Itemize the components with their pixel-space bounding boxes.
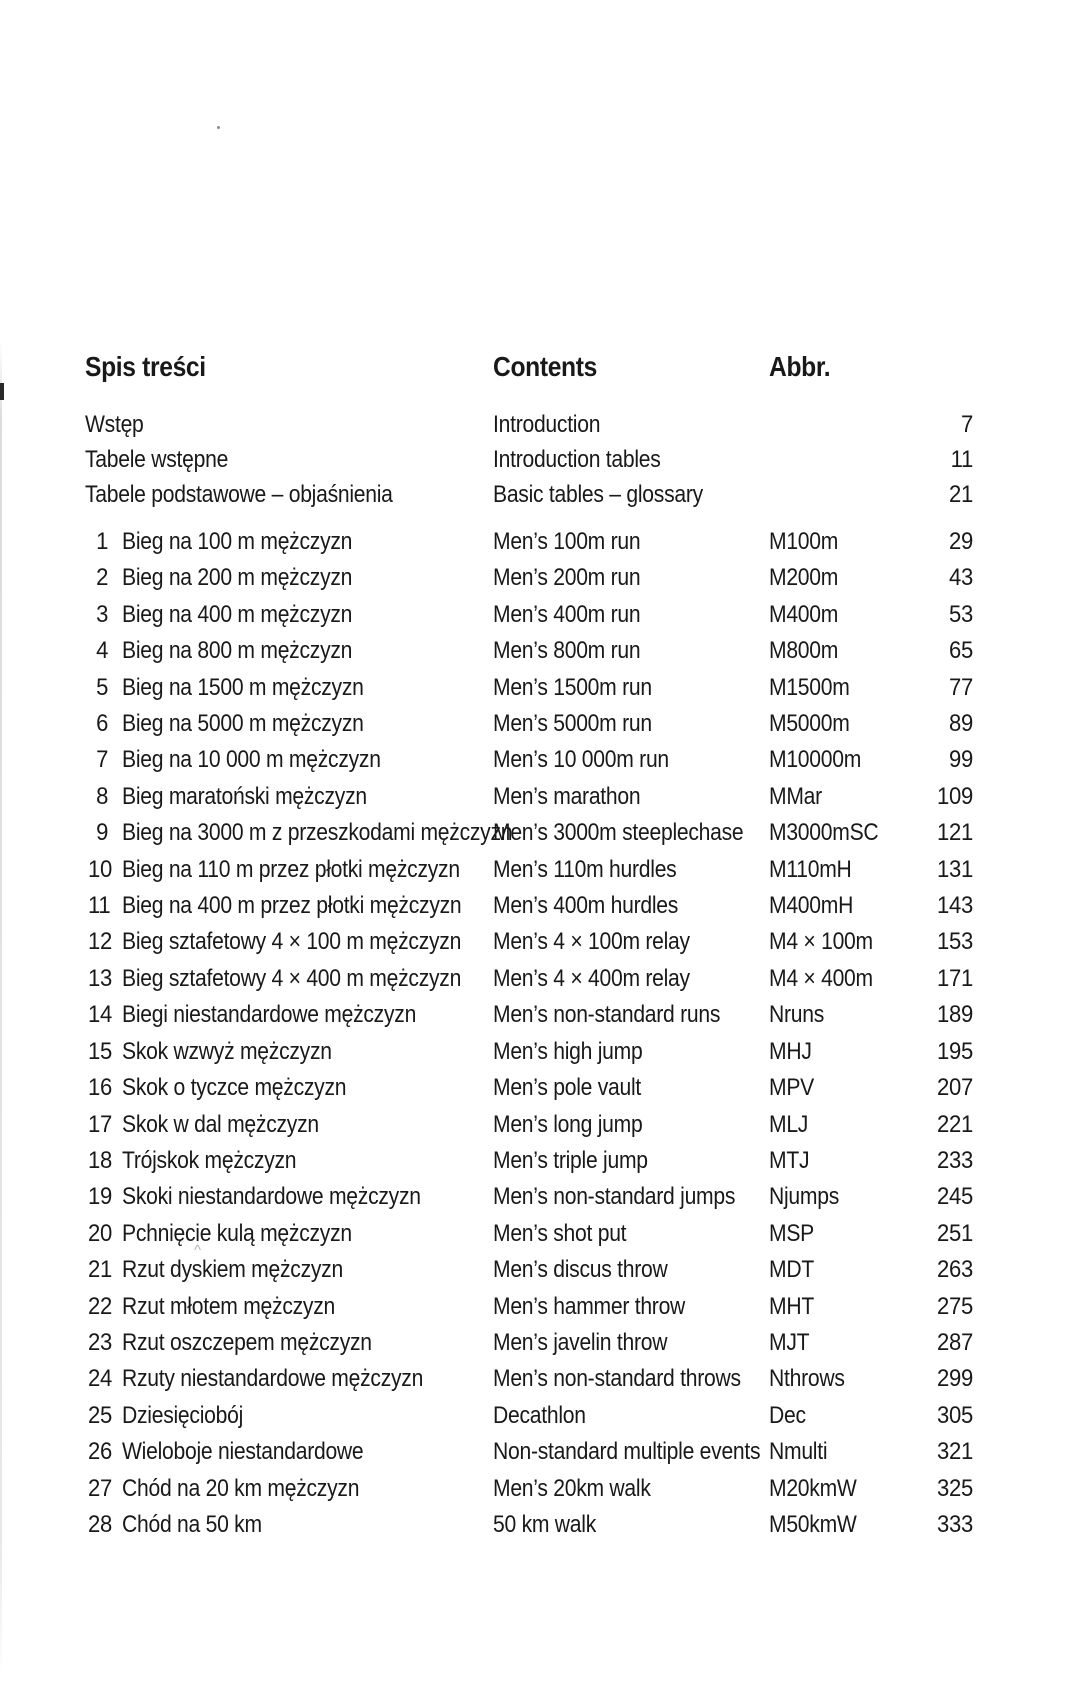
header-polish: Spis treści bbox=[85, 351, 206, 382]
intro-page-number: 21 bbox=[948, 481, 973, 508]
intro-rows-section bbox=[0, 407, 1080, 512]
event-number: 16 bbox=[87, 1074, 112, 1102]
intro-title-english: Introduction bbox=[493, 411, 601, 438]
event-page-number: 263 bbox=[936, 1256, 973, 1284]
toc-event-row bbox=[0, 742, 973, 778]
scan-speck bbox=[217, 126, 220, 129]
toc-event-row bbox=[0, 633, 973, 669]
event-number: 12 bbox=[87, 928, 112, 956]
event-title-polish: Rzuty niestandardowe mężczyzn bbox=[122, 1365, 424, 1393]
toc-event-row bbox=[0, 1361, 973, 1397]
toc-intro-row bbox=[0, 477, 973, 512]
event-page-number: 29 bbox=[948, 528, 973, 555]
toc-event-row bbox=[0, 997, 973, 1033]
event-title-english: Non-standard multiple events bbox=[493, 1438, 761, 1466]
event-title-polish: Bieg na 200 m mężczyzn bbox=[122, 564, 353, 592]
event-page-number: 275 bbox=[936, 1292, 973, 1320]
event-number: 25 bbox=[87, 1401, 112, 1429]
toc-event-row bbox=[0, 706, 973, 742]
event-number: 20 bbox=[87, 1219, 112, 1247]
event-title-polish: Dziesięciobój bbox=[122, 1401, 243, 1429]
event-page-number: 99 bbox=[948, 746, 973, 774]
event-title-polish: Bieg na 400 m mężczyzn bbox=[122, 600, 353, 628]
event-page-number: 53 bbox=[948, 600, 973, 628]
event-title-english: Men’s 1500m run bbox=[493, 673, 652, 701]
toc-intro-row bbox=[0, 407, 973, 442]
event-title-english: Decathlon bbox=[493, 1401, 586, 1429]
event-page-number: 153 bbox=[936, 928, 973, 956]
toc-event-row bbox=[0, 1289, 973, 1325]
event-title-english: Men’s pole vault bbox=[493, 1074, 642, 1102]
header-abbr: Abbr. bbox=[769, 351, 831, 382]
event-number: 24 bbox=[87, 1365, 112, 1393]
event-page-number: 171 bbox=[936, 964, 973, 992]
event-title-english: Men’s 110m hurdles bbox=[493, 855, 677, 883]
event-abbreviation: M200m bbox=[769, 564, 839, 592]
intro-title-polish: Wstęp bbox=[85, 411, 144, 438]
event-page-number: 333 bbox=[936, 1510, 973, 1538]
event-abbreviation: M4 × 100m bbox=[769, 928, 873, 956]
event-page-number: 65 bbox=[948, 637, 973, 665]
event-title-polish: Pchnięcie kulą mężczyzn bbox=[122, 1219, 352, 1247]
event-abbreviation: Njumps bbox=[769, 1183, 840, 1211]
toc-event-row bbox=[0, 1398, 973, 1434]
event-page-number: 131 bbox=[936, 855, 973, 883]
event-number: 5 bbox=[96, 673, 109, 701]
toc-event-row bbox=[0, 1325, 973, 1361]
toc-event-row bbox=[0, 670, 973, 706]
event-title-polish: Wieloboje niestandardowe bbox=[122, 1438, 364, 1466]
event-number: 15 bbox=[87, 1037, 112, 1065]
event-title-polish: Skok w dal mężczyzn bbox=[122, 1110, 319, 1138]
event-title-english: Men’s 800m run bbox=[493, 637, 641, 665]
event-page-number: 207 bbox=[936, 1074, 973, 1102]
event-page-number: 251 bbox=[936, 1219, 973, 1247]
event-page-number: 189 bbox=[936, 1001, 973, 1029]
event-title-english: Men’s 3000m steeplechase bbox=[493, 819, 744, 847]
event-title-polish: Skok o tyczce mężczyzn bbox=[122, 1074, 347, 1102]
event-number: 10 bbox=[87, 855, 112, 883]
toc-event-row bbox=[0, 560, 973, 596]
event-abbreviation: M400m bbox=[769, 600, 839, 628]
event-number: 3 bbox=[96, 600, 109, 628]
event-abbreviation: M5000m bbox=[769, 710, 850, 738]
event-title-polish: Bieg sztafetowy 4 × 100 m mężczyzn bbox=[122, 928, 462, 956]
toc-event-row bbox=[0, 852, 973, 888]
event-title-polish: Bieg na 400 m przez płotki mężczyzn bbox=[122, 892, 462, 920]
event-number: 22 bbox=[87, 1292, 112, 1320]
event-title-english: Men’s discus throw bbox=[493, 1256, 668, 1284]
event-title-polish: Bieg na 800 m mężczyzn bbox=[122, 637, 353, 665]
toc-event-row bbox=[0, 597, 973, 633]
event-abbreviation: MSP bbox=[769, 1219, 814, 1247]
scan-caret-artifact: ^ bbox=[194, 1242, 202, 1259]
event-title-english: Men’s 100m run bbox=[493, 528, 641, 555]
toc-event-row bbox=[0, 888, 973, 924]
event-abbreviation: MPV bbox=[769, 1074, 814, 1102]
event-abbreviation: M400mH bbox=[769, 892, 854, 920]
event-number: 14 bbox=[87, 1001, 112, 1029]
event-abbreviation: MHJ bbox=[769, 1037, 812, 1065]
event-title-english: Men’s 4 × 400m relay bbox=[493, 964, 690, 992]
event-number: 18 bbox=[87, 1146, 112, 1174]
event-title-polish: Bieg na 100 m mężczyzn bbox=[122, 528, 353, 555]
event-abbreviation: MJT bbox=[769, 1328, 810, 1356]
event-number: 11 bbox=[87, 892, 111, 920]
event-number: 2 bbox=[96, 564, 109, 592]
event-abbreviation: M110mH bbox=[769, 855, 852, 883]
event-number: 17 bbox=[87, 1110, 112, 1138]
event-number: 23 bbox=[87, 1328, 112, 1356]
event-title-polish: Rzut oszczepem mężczyzn bbox=[122, 1328, 372, 1356]
event-title-english: Men’s hammer throw bbox=[493, 1292, 686, 1320]
event-title-polish: Bieg na 5000 m mężczyzn bbox=[122, 710, 364, 738]
event-title-english: Men’s triple jump bbox=[493, 1146, 648, 1174]
event-abbreviation: Nruns bbox=[769, 1001, 825, 1029]
event-page-number: 43 bbox=[948, 564, 973, 592]
event-number: 27 bbox=[87, 1474, 112, 1502]
event-title-english: Men’s non-standard runs bbox=[493, 1001, 721, 1029]
intro-title-english: Basic tables – glossary bbox=[493, 481, 703, 508]
event-rows-section bbox=[0, 524, 1080, 1543]
event-abbreviation: M800m bbox=[769, 637, 839, 665]
event-title-english: Men’s 4 × 100m relay bbox=[493, 928, 690, 956]
event-abbreviation: M1500m bbox=[769, 673, 850, 701]
event-page-number: 109 bbox=[936, 782, 973, 810]
event-page-number: 143 bbox=[936, 892, 973, 920]
event-number: 19 bbox=[87, 1183, 112, 1211]
event-title-english: Men’s shot put bbox=[493, 1219, 627, 1247]
event-abbreviation: Nthrows bbox=[769, 1365, 845, 1393]
event-page-number: 233 bbox=[936, 1146, 973, 1174]
toc-event-row bbox=[0, 779, 973, 815]
event-page-number: 299 bbox=[936, 1365, 973, 1393]
event-number: 9 bbox=[96, 819, 109, 847]
event-page-number: 77 bbox=[948, 673, 973, 701]
event-page-number: 121 bbox=[936, 819, 973, 847]
event-abbreviation: MLJ bbox=[769, 1110, 809, 1138]
intro-title-polish: Tabele wstępne bbox=[85, 446, 229, 473]
event-title-english: Men’s 400m run bbox=[493, 600, 641, 628]
toc-event-row bbox=[0, 1471, 973, 1507]
event-number: 7 bbox=[96, 746, 109, 774]
event-page-number: 245 bbox=[936, 1183, 973, 1211]
event-number: 28 bbox=[87, 1510, 112, 1538]
event-title-english: 50 km walk bbox=[493, 1510, 597, 1538]
event-title-english: Men’s 400m hurdles bbox=[493, 892, 679, 920]
table-of-contents bbox=[0, 348, 1080, 1543]
event-title-polish: Skok wzwyż mężczyzn bbox=[122, 1037, 332, 1065]
event-title-english: Men’s 200m run bbox=[493, 564, 641, 592]
event-abbreviation: M4 × 400m bbox=[769, 964, 873, 992]
event-number: 4 bbox=[96, 637, 109, 665]
event-abbreviation: M20kmW bbox=[769, 1474, 857, 1502]
event-abbreviation: MDT bbox=[769, 1256, 814, 1284]
toc-header-row bbox=[0, 348, 973, 385]
event-number: 13 bbox=[87, 964, 112, 992]
event-title-english: Men’s long jump bbox=[493, 1110, 643, 1138]
intro-title-polish: Tabele podstawowe – objaśnienia bbox=[85, 481, 393, 508]
event-page-number: 287 bbox=[936, 1328, 973, 1356]
event-page-number: 89 bbox=[948, 710, 973, 738]
toc-event-row bbox=[0, 1107, 973, 1143]
event-title-english: Men’s 5000m run bbox=[493, 710, 652, 738]
event-abbreviation: M100m bbox=[769, 528, 839, 555]
event-title-polish: Bieg na 10 000 m mężczyzn bbox=[122, 746, 381, 774]
event-page-number: 195 bbox=[936, 1037, 973, 1065]
event-title-polish: Bieg maratoński mężczyzn bbox=[122, 782, 367, 810]
event-number: 6 bbox=[96, 710, 109, 738]
toc-event-row bbox=[0, 961, 973, 997]
toc-event-row bbox=[0, 1179, 973, 1215]
event-title-polish: Trójskok mężczyzn bbox=[122, 1146, 297, 1174]
event-page-number: 221 bbox=[936, 1110, 973, 1138]
event-abbreviation: M3000mSC bbox=[769, 819, 879, 847]
event-title-english: Men’s non-standard jumps bbox=[493, 1183, 736, 1211]
event-page-number: 325 bbox=[936, 1474, 973, 1502]
event-title-polish: Rzut młotem mężczyzn bbox=[122, 1292, 336, 1320]
event-title-polish: Chód na 50 km bbox=[122, 1510, 262, 1538]
toc-event-row bbox=[0, 1434, 973, 1470]
header-english: Contents bbox=[493, 351, 597, 382]
event-title-polish: Bieg na 1500 m mężczyzn bbox=[122, 673, 364, 701]
event-title-english: Men’s marathon bbox=[493, 782, 641, 810]
toc-event-row bbox=[0, 1507, 973, 1543]
event-title-english: Men’s 20km walk bbox=[493, 1474, 651, 1502]
toc-event-row bbox=[0, 1034, 973, 1070]
toc-event-row bbox=[0, 1070, 973, 1106]
event-title-polish: Bieg sztafetowy 4 × 400 m mężczyzn bbox=[122, 964, 462, 992]
toc-event-row bbox=[0, 924, 973, 960]
event-title-polish: Bieg na 110 m przez płotki mężczyzn bbox=[122, 855, 460, 883]
event-title-polish: Skoki niestandardowe mężczyzn bbox=[122, 1183, 421, 1211]
toc-event-row bbox=[0, 524, 973, 560]
event-page-number: 321 bbox=[936, 1438, 973, 1466]
toc-event-row bbox=[0, 1143, 973, 1179]
event-number: 26 bbox=[87, 1438, 112, 1466]
event-abbreviation: MTJ bbox=[769, 1146, 810, 1174]
event-abbreviation: M10000m bbox=[769, 746, 862, 774]
event-abbreviation: M50kmW bbox=[769, 1510, 857, 1538]
event-number: 1 bbox=[96, 528, 109, 555]
intro-title-english: Introduction tables bbox=[493, 446, 661, 473]
event-abbreviation: MMar bbox=[769, 782, 822, 810]
toc-intro-row bbox=[0, 442, 973, 477]
intro-page-number: 11 bbox=[950, 446, 973, 473]
toc-event-row bbox=[0, 1216, 973, 1252]
event-title-polish: Rzut dyskiem mężczyzn bbox=[122, 1256, 343, 1284]
event-title-polish: Bieg na 3000 m z przeszkodami mężczyzn bbox=[122, 819, 513, 847]
intro-page-number: 7 bbox=[960, 411, 973, 438]
event-page-number: 305 bbox=[936, 1401, 973, 1429]
event-number: 8 bbox=[96, 782, 109, 810]
event-title-english: Men’s high jump bbox=[493, 1037, 643, 1065]
event-abbreviation: MHT bbox=[769, 1292, 814, 1320]
toc-event-row bbox=[0, 815, 973, 851]
toc-event-row bbox=[0, 1252, 973, 1288]
event-abbreviation: Nmulti bbox=[769, 1438, 828, 1466]
event-title-english: Men’s 10 000m run bbox=[493, 746, 669, 774]
event-number: 21 bbox=[87, 1256, 112, 1284]
event-title-english: Men’s non-standard throws bbox=[493, 1365, 741, 1393]
event-title-english: Men’s javelin throw bbox=[493, 1328, 668, 1356]
event-title-polish: Biegi niestandardowe mężczyzn bbox=[122, 1001, 417, 1029]
event-abbreviation: Dec bbox=[769, 1401, 806, 1429]
event-title-polish: Chód na 20 km mężczyzn bbox=[122, 1474, 360, 1502]
